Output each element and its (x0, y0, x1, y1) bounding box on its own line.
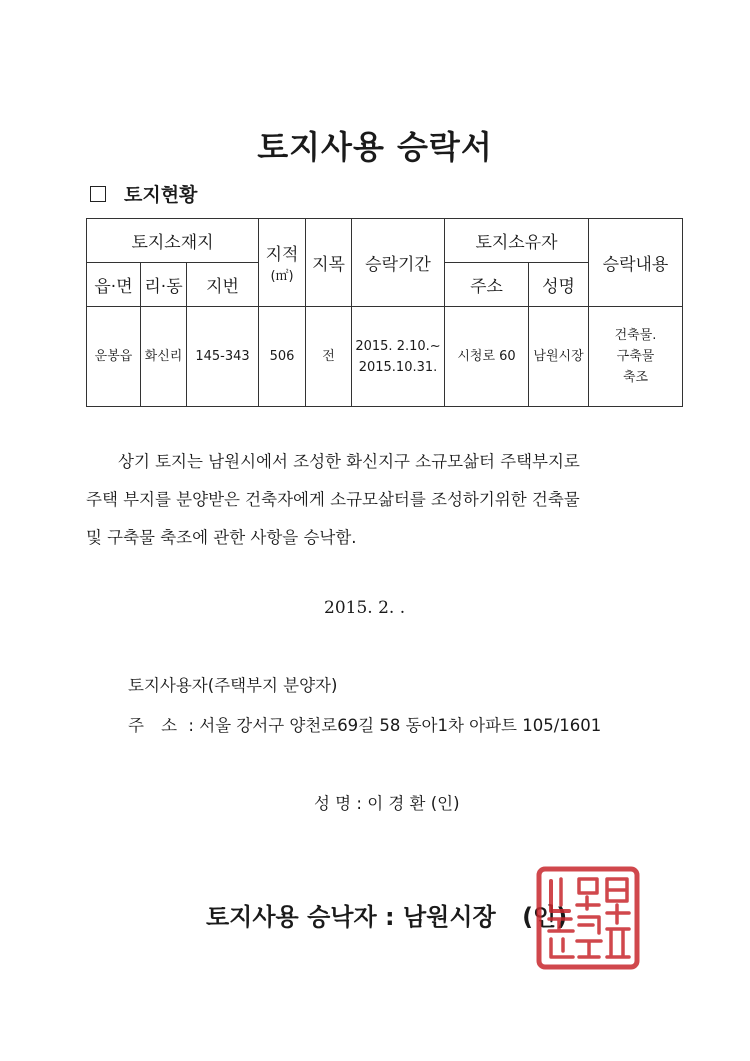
user-name (314, 790, 460, 814)
cell-period-start: 2015. 2.10.~ (355, 338, 441, 354)
cell-period-end: 2015.10.31. (358, 359, 438, 375)
table-row (87, 307, 683, 407)
section-label: 토지현황 (124, 184, 198, 206)
header-area-label: 지적 (265, 245, 299, 265)
header-owner-group: 토지소유자 (445, 219, 589, 263)
cell-content-line3: 축조 (622, 370, 649, 385)
header-area (259, 219, 306, 307)
name-value: 이 경 환 (367, 794, 426, 813)
official-seal-icon (535, 865, 641, 971)
paragraph-line-1: 상기 토지는 남원시에서 조성한 화신지구 소규모삶터 주택부지로 (118, 452, 580, 471)
cell-land-category: 전 (306, 307, 352, 407)
header-area-unit: (㎡) (270, 269, 294, 284)
approver-value: 남원시장 (402, 903, 496, 931)
name-seal-mark: (인) (430, 794, 460, 813)
user-address (128, 712, 601, 736)
cell-approval-content (589, 307, 683, 407)
header-approval-content: 승락내용 (589, 219, 683, 307)
header-approval-period: 승락기간 (352, 219, 445, 307)
seal-graphic (535, 865, 641, 971)
address-colon: : (188, 716, 200, 735)
document-title: 토지사용 승락서 (257, 128, 493, 166)
cell-content-line2: 구축물 (616, 349, 655, 364)
address-value: 서울 강서구 양천로69길 58 동아1차 아파트 105/1601 (199, 716, 602, 735)
approval-paragraph (86, 443, 686, 557)
header-owner-name: 성명 (529, 263, 589, 307)
approver-label: 토지사용 승낙자 (206, 903, 377, 931)
name-label: 성 명 (314, 794, 352, 813)
document-date: 2015. 2. . (324, 598, 406, 618)
header-jibeon: 지번 (187, 263, 259, 307)
header-eup-myeon: 읍·면 (87, 263, 141, 307)
cell-owner-name: 남원시장 (529, 307, 589, 407)
approver-seal-mark: (인) (522, 903, 568, 931)
cell-ri-dong: 화신리 (141, 307, 187, 407)
name-colon: : (356, 794, 368, 813)
approver-colon: : (385, 903, 403, 931)
approver-line (206, 897, 567, 932)
paragraph-line-3: 및 구축물 축조에 관한 사항을 승낙함. (86, 528, 357, 547)
land-user-label: 토지사용자(주택부지 분양자) (128, 676, 338, 695)
address-label: 주 소 (128, 716, 184, 735)
cell-approval-period (352, 307, 445, 407)
cell-jibeon: 145-343 (187, 307, 259, 407)
cell-owner-address: 시청로 60 (445, 307, 529, 407)
cell-area: 506 (259, 307, 306, 407)
header-location-group: 토지소재지 (87, 219, 259, 263)
square-icon (90, 186, 106, 202)
section-heading (90, 180, 197, 207)
header-land-category: 지목 (306, 219, 352, 307)
land-status-table (86, 218, 683, 407)
header-owner-address: 주소 (445, 263, 529, 307)
header-ri-dong: 리·동 (141, 263, 187, 307)
cell-content-line1: 건축물. (614, 328, 657, 343)
paragraph-line-2: 주택 부지를 분양받은 건축자에게 소규모삶터를 조성하기위한 건축물 (86, 490, 580, 509)
cell-eup-myeon: 운봉읍 (87, 307, 141, 407)
